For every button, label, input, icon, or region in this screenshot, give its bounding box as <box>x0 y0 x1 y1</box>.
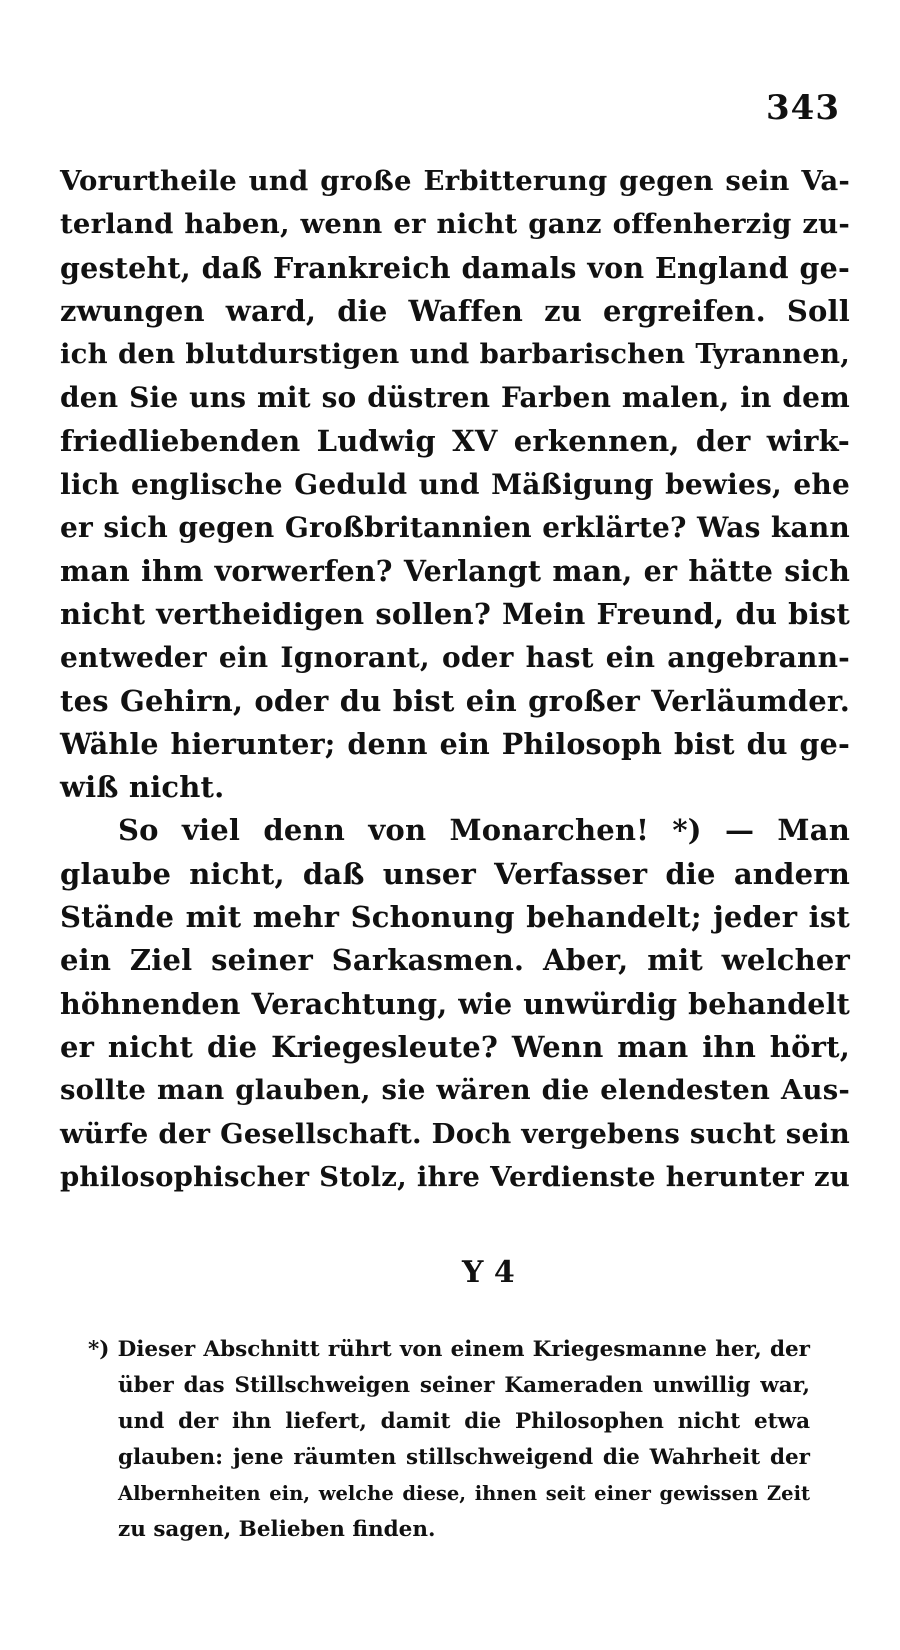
text-line: nicht vertheidigen sollen? Mein Freund, du bist <box>60 596 850 631</box>
text-line: terland haben, wenn er nicht ganz offenherzig zu- <box>60 208 850 241</box>
paragraph-start-line: So viel denn von Monarchen! *) — Man <box>118 813 850 848</box>
text-line: ich den blutdurstigen und barbarischen Tyrannen, <box>60 338 850 371</box>
text-line: man ihm vorwerfen? Verlangt man, er hätte sich <box>60 553 850 588</box>
text-line: zwungen ward, die Waffen zu ergreifen. Soll <box>60 293 850 328</box>
text-line: ein Ziel seiner Sarkasmen. Aber, mit welcher <box>60 943 850 978</box>
text-line: friedliebenden Ludwig XV erkennen, der wirk- <box>60 423 850 458</box>
text-line: Wähle hierunter; denn ein Philosoph bist du ge- <box>60 726 850 761</box>
footnote-line: und der ihn liefert, damit die Philosophen nicht etwa <box>118 1409 810 1434</box>
footnote-block <box>88 1332 810 1548</box>
text-line: philosophischer Stolz, ihre Verdienste herunter zu <box>60 1160 850 1193</box>
footnote-line: Albernheiten ein, welche diese, ihnen seit einer gewissen Zeit <box>118 1482 810 1505</box>
text-line: höhnenden Verachtung, wie unwürdig behandelt <box>60 986 850 1021</box>
page-number: 343 <box>766 88 840 128</box>
text-line: er nicht die Kriegesleute? Wenn man ihn hört, <box>60 1029 850 1064</box>
text-line: er sich gegen Großbritannien erklärte? Was kann <box>60 511 850 545</box>
footnote-line: zu sagen, Belieben finden. <box>118 1517 436 1542</box>
text-line: sollte man glauben, sie wären die elendesten Aus- <box>60 1074 850 1107</box>
text-line: gesteht, daß Frankreich damals von England ge- <box>60 250 850 285</box>
text-line: entweder ein Ignorant, oder hast ein angebrann- <box>60 641 850 675</box>
text-line: lich englische Geduld und Mäßigung bewies, ehe <box>60 468 850 502</box>
text-line: tes Gehirn, oder du bist ein großer Verläumder. <box>60 683 850 718</box>
footnote-line: glauben: jene räumten stillschweigend die Wahrheit der <box>118 1445 810 1470</box>
main-text-block <box>60 160 850 1199</box>
paragraph-end-line: wiß nicht. <box>60 770 225 805</box>
text-line: glaube nicht, daß unser Verfasser die andern <box>60 856 850 891</box>
text-line: den Sie uns mit so düstren Farben malen, in dem <box>60 381 850 415</box>
text-line: würfe der Gesellschaft. Doch vergebens sucht sein <box>60 1117 850 1150</box>
text-line: Stände mit mehr Schonung behandelt; jeder ist <box>60 900 850 935</box>
text-line: Vorurtheile und große Erbitterung gegen sein Va- <box>60 165 850 197</box>
footnote-line: *) Dieser Abschnitt rührt von einem Kriegesmanne her, der <box>88 1337 810 1362</box>
printer-signature-mark: Y 4 <box>462 1255 515 1290</box>
footnote-line: über das Stillschweigen seiner Kameraden unwillig war, <box>118 1373 810 1398</box>
